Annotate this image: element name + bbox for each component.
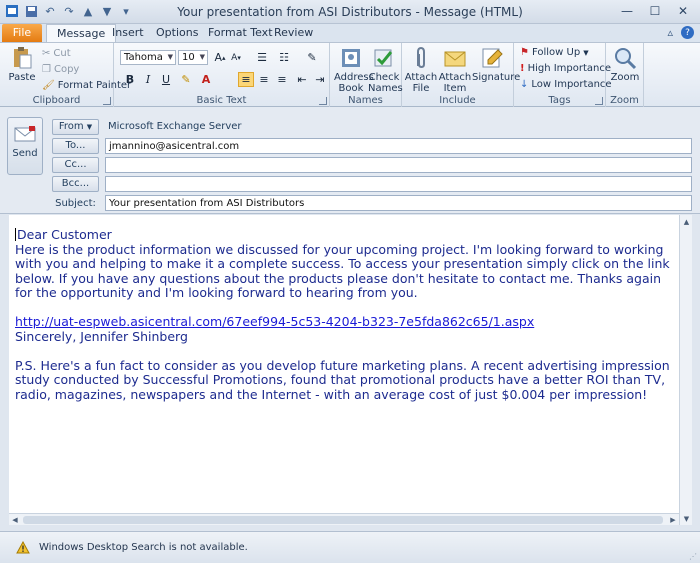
scroll-left-icon[interactable]: ◀ [12, 516, 18, 524]
check-names-label-2: Names [368, 83, 403, 94]
paste-label: Paste [8, 72, 36, 83]
tags-launcher-icon[interactable] [595, 97, 603, 105]
to-field[interactable]: jmannino@asicentral.com [105, 138, 692, 154]
underline-icon[interactable]: U [161, 73, 171, 86]
names-group-label: Names [348, 95, 383, 106]
tags-group-label: Tags [548, 95, 571, 106]
high-importance-label: High Importance [527, 63, 612, 74]
low-importance-button[interactable] [520, 79, 612, 90]
brush-icon: 🖌 [42, 80, 55, 91]
clipboard-launcher-icon[interactable] [103, 97, 111, 105]
paperclip-icon [409, 46, 433, 70]
attach-item-label-1: Attach [438, 72, 472, 83]
increase-indent-icon[interactable]: ⇥ [315, 73, 325, 86]
tab-insert[interactable]: Insert [112, 26, 144, 39]
decrease-indent-icon[interactable]: ⇤ [297, 73, 307, 86]
customize-qat-icon[interactable]: ▾ [123, 4, 129, 18]
undo-icon[interactable]: ↶ [45, 4, 55, 18]
signature-icon [480, 46, 504, 70]
send-envelope-icon [14, 126, 36, 142]
greeting-text: Dear Customer [17, 227, 112, 242]
title-bar [0, 0, 700, 24]
bcc-field[interactable] [105, 176, 692, 192]
align-center-icon[interactable]: ≡ [259, 73, 269, 86]
clipboard-group [0, 43, 132, 107]
from-value: Microsoft Exchange Server [108, 121, 242, 132]
down-arrow-icon[interactable]: ▼ [102, 4, 112, 18]
scroll-right-icon[interactable]: ▶ [670, 516, 676, 524]
zoom-group [606, 43, 644, 107]
clear-formatting-icon[interactable]: ✎ [307, 51, 317, 64]
from-button[interactable] [52, 119, 99, 135]
names-group [330, 43, 402, 107]
basic-text-group-label: Basic Text [196, 95, 247, 106]
help-icon[interactable]: ? [681, 26, 694, 39]
ps-paragraph: P.S. Here's a fun fact to consider as you develop future marketing plans. A recent advertising impression study conducted by Successful Promotions, found that promotional products have a better ROI than TV, radio, magazines, newspapers and the Internet - with an average cost of just $0.004 per impression! [15, 357, 670, 402]
font-size-value: 10 [182, 52, 195, 63]
maximize-icon[interactable]: ☐ [649, 4, 661, 18]
flag-icon: ⚑ [520, 47, 529, 58]
check-names-button[interactable] [368, 46, 403, 94]
warning-icon [16, 541, 30, 554]
address-book-icon [339, 46, 363, 70]
signoff-line: Sincerely, Jennifer Shinberg [15, 328, 188, 344]
cut-button[interactable] [42, 48, 71, 59]
ribbon [0, 42, 700, 107]
format-painter-label: Format Painter [57, 80, 132, 91]
clipboard-group-label: Clipboard [32, 95, 81, 106]
from-label: From [58, 121, 84, 132]
bcc-button[interactable]: Bcc... [52, 176, 99, 192]
check-names-label-1: Check [368, 72, 400, 83]
attach-file-label-2: File [412, 83, 430, 94]
grow-font-icon[interactable]: A ▴ [214, 51, 226, 64]
scissors-icon: ✂ [42, 48, 51, 59]
scroll-down-icon[interactable]: ▼ [683, 514, 690, 523]
include-group [402, 43, 521, 107]
text-cursor [15, 228, 16, 241]
link-line [15, 315, 673, 330]
resize-grip-icon[interactable]: ⋰ [689, 552, 697, 561]
tab-review[interactable]: Review [274, 26, 314, 39]
numbering-icon[interactable]: ☷ [279, 51, 289, 64]
attach-item-button[interactable] [438, 46, 472, 94]
follow-up-button[interactable] [520, 47, 589, 58]
italic-icon[interactable]: I [145, 73, 151, 86]
greeting-line [15, 228, 673, 243]
envelope-icon [443, 46, 467, 70]
window-title: Your presentation from ASI Distributors - Message (HTML) [177, 5, 523, 19]
high-importance-button[interactable] [520, 63, 611, 74]
exclamation-icon: ! [520, 63, 525, 74]
help-controls [667, 26, 694, 39]
align-right-icon[interactable]: ≡ [277, 73, 287, 86]
signature-button[interactable] [472, 46, 521, 83]
paste-button[interactable] [6, 46, 38, 83]
tags-group [514, 43, 612, 107]
shrink-font-icon[interactable]: A ▾ [231, 52, 241, 63]
cut-label: Cut [53, 48, 71, 59]
copy-icon: ❐ [42, 64, 51, 75]
attach-file-button[interactable] [404, 46, 438, 94]
zoom-button[interactable] [608, 46, 642, 83]
font-name-value: Tahoma [124, 52, 163, 63]
copy-button[interactable] [42, 64, 79, 75]
status-message: Windows Desktop Search is not available. [39, 542, 248, 553]
up-arrow-icon[interactable]: ▲ [83, 4, 93, 18]
collapse-ribbon-icon[interactable]: ▵ [667, 26, 673, 39]
down-arrow-icon: ↓ [520, 79, 529, 90]
bullets-icon[interactable]: ☰ [257, 51, 267, 64]
presentation-link[interactable]: http://uat-espweb.asicentral.com/67eef994-5c53-4204-b323-7e5fda862c65/1.aspx [15, 314, 535, 329]
tab-options[interactable]: Options [156, 26, 199, 39]
vertical-scrollbar[interactable] [679, 215, 692, 525]
tab-message[interactable]: Message [46, 24, 116, 42]
ribbon-tabs [0, 24, 700, 42]
to-button[interactable]: To... [52, 138, 99, 154]
address-book-label-2: Book [338, 83, 364, 94]
subject-label: Subject: [55, 198, 96, 209]
basic-text-group [114, 43, 330, 107]
horizontal-scrollbar[interactable] [9, 513, 679, 525]
scroll-up-icon[interactable]: ▲ [683, 217, 690, 226]
status-bar [0, 531, 700, 563]
magnifier-icon [613, 46, 637, 70]
chevron-down-icon: ▼ [86, 123, 93, 131]
close-icon[interactable]: ✕ [677, 4, 689, 18]
tab-format-text[interactable]: Format Text [208, 26, 273, 39]
low-importance-label: Low Importance [531, 79, 612, 90]
check-names-icon [372, 46, 396, 70]
address-book-button[interactable] [334, 46, 374, 94]
bold-icon[interactable]: B [125, 73, 135, 86]
include-group-label: Include [439, 95, 476, 106]
message-header [0, 107, 700, 214]
blank-line [15, 344, 673, 359]
chevron-down-icon: ▼ [167, 53, 173, 61]
font-color-icon[interactable]: A [201, 73, 211, 86]
basic-text-launcher-icon[interactable] [319, 97, 327, 105]
chevron-down-icon: ▼ [583, 48, 589, 57]
zoom-group-label: Zoom [610, 95, 639, 106]
send-label: Send [12, 148, 38, 159]
minimize-icon[interactable]: — [621, 4, 633, 18]
signature-label: Signature [472, 72, 521, 83]
copy-label: Copy [53, 64, 80, 75]
zoom-label: Zoom [610, 72, 640, 83]
font-size-combo[interactable] [178, 50, 208, 65]
body-paragraph: Here is the product information we discussed for your upcoming project. I'm looking forward to working with you and helping to make it a complete success. To access your presentation simply click on the link below. If you have any questions about the products please don't hesitate to contact me. Thanks again for the opportunity and I'm looking forward to hearing from you. [15, 241, 670, 300]
attach-file-label-1: Attach [404, 72, 438, 83]
follow-up-label: Follow Up [531, 47, 581, 58]
attach-item-label-2: Item [443, 83, 467, 94]
cc-button[interactable]: Cc... [52, 157, 99, 173]
subject-field[interactable]: Your presentation from ASI Distributors [105, 195, 692, 211]
chevron-down-icon: ▼ [199, 53, 205, 61]
window-controls [614, 2, 696, 20]
address-book-label-1: Address [334, 72, 374, 83]
redo-icon[interactable]: ↷ [64, 4, 74, 18]
align-left-icon[interactable]: ≡ [238, 72, 254, 87]
send-button[interactable] [7, 117, 43, 175]
cc-field[interactable] [105, 157, 692, 173]
horizontal-scroll-thumb[interactable] [23, 516, 663, 524]
font-name-combo[interactable] [120, 50, 176, 65]
tab-file[interactable]: File [2, 24, 42, 42]
blank-line [15, 301, 673, 316]
paste-icon [10, 46, 34, 70]
highlight-icon[interactable]: ✎ [181, 73, 191, 86]
message-body[interactable] [9, 215, 679, 513]
